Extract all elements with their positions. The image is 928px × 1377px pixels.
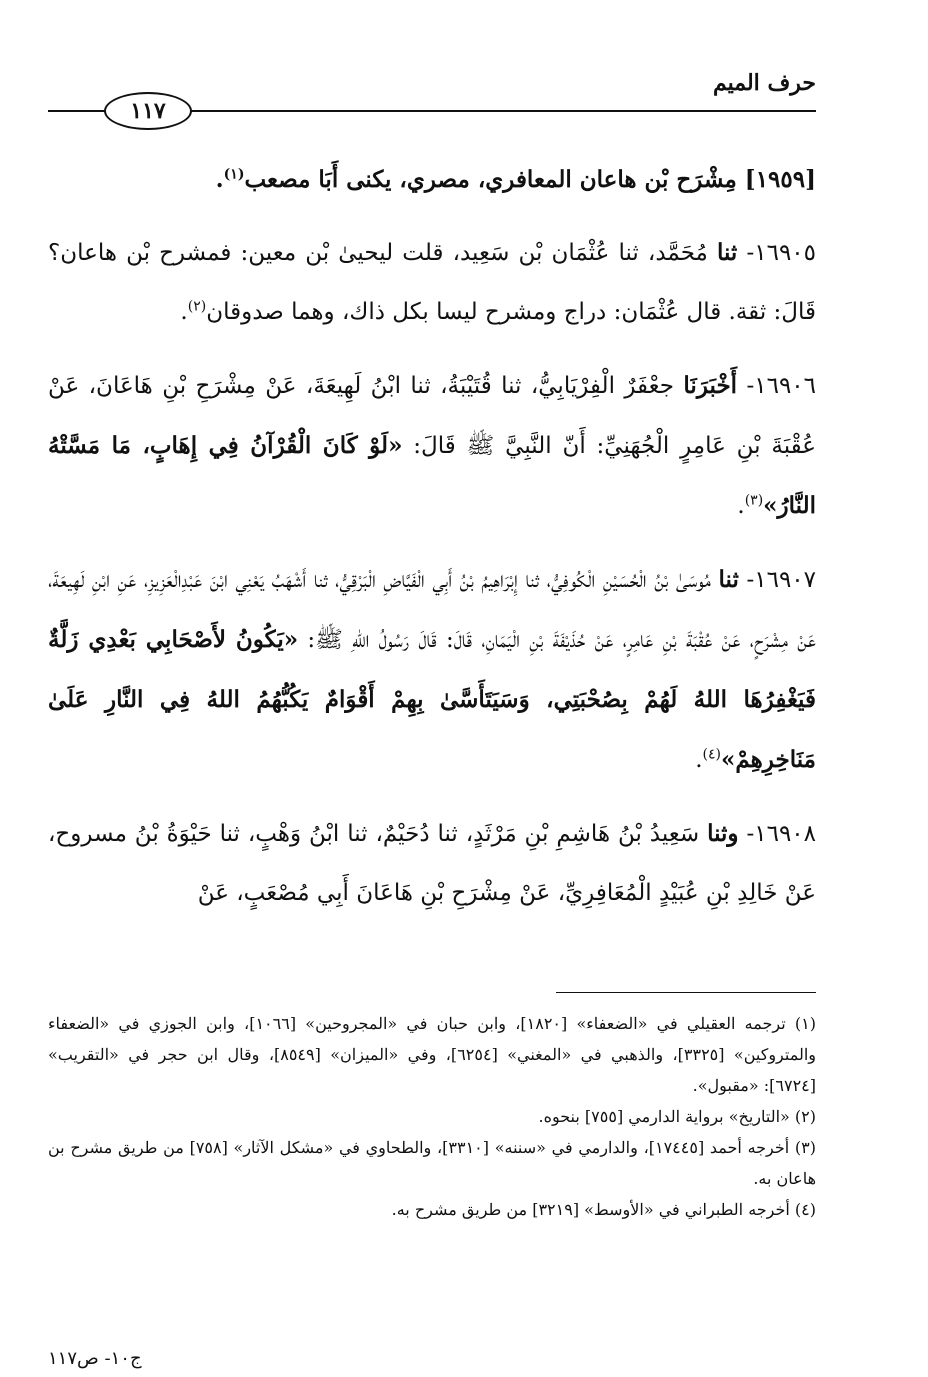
hadith-number: ١٦٩٠٧- [746, 567, 817, 593]
footnotes [48, 1008, 816, 1225]
hadith-number: ١٦٩٠٥- [746, 240, 817, 266]
main-text [48, 150, 816, 937]
footnote-rule [556, 992, 816, 993]
hadith-text: مُوسَىٰ بْنُ الْحُسَيْنِ الْكُوفِيُّ، ثنا إِبْرَاهِيمُ بْنُ أَبِي الْفَيَّاضِ الْبَرْقِيُّ، ثنا أَشْهَبُ يَعْنِي ابْنَ عَبْدِالْعَزِيزِ، عَنِ ابْنِ لَهِيعَةَ، عَنْ مِشْرَحٍ، عَنْ عُقْبَةَ بْنِ عَامِرٍ، عَنْ حُذَيْفَةَ بْنِ الْيَمَانِ، قَالَ: قَالَ رَسُولُ اللهِ ﷺ: [48, 567, 816, 653]
hadith-keyword: ثنا [716, 239, 738, 266]
hadith-number: ١٦٩٠٨- [746, 821, 817, 847]
hadith-keyword: أَخْبَرَنَا [683, 372, 738, 399]
footnote-ref: (٤) [702, 746, 721, 763]
footnote: (٢) «التاريخ» برواية الدارمي [٧٥٥] بنحوه. [538, 1107, 816, 1126]
entry-heading-text: [١٩٥٩] مِشْرَح بْن هاعان المعافري، مصري، يكنى أَبَا مصعب [244, 166, 816, 193]
hadith-end: . [180, 299, 188, 325]
hadith-paragraph [48, 223, 816, 342]
footnote-ref: (٣) [744, 492, 764, 509]
hadith-keyword: ثنا [718, 566, 739, 593]
hadith-end: . [737, 493, 745, 519]
hadith-paragraph [48, 550, 816, 790]
footnote: (١) ترجمه العقيلي في «الضعفاء» [١٨٢٠]، وابن حبان في «المجروحين» [١٠٦٦]، وابن الجوزي في «الضعفاء والمتروكين» [٣٣٢٥]، والذهبي في «المغني» [٦٢٥٤]، وفي «الميزان» [٨٥٤٩]، وقال ابن حجر في «التقريب» [٦٧٢٤]: «مقبول». [48, 1014, 817, 1095]
hadith-keyword: وثنا [707, 820, 739, 847]
hadith-text: جعْفَرٌ الْفِرْيَابِيُّ، ثنا قُتَيْبَةُ، ثنا ابْنُ لَهِيعَةَ، عَنْ مِشْرَحِ بْنِ هَاعَانَ، عَنْ عُقْبَةَ بْنِ عَامِرٍ الْجُهَنِيِّ: أَنّ النَّبِيَّ ﷺ قَالَ: [48, 373, 817, 459]
running-title: حرف الميم [712, 70, 816, 96]
hadith-paragraph [48, 804, 816, 923]
footnote: (٤) أخرجه الطبراني في «الأوسط» [٣٢١٩] من طريق مشرح به. [391, 1200, 816, 1219]
hadith-paragraph [48, 356, 816, 536]
hadith-quote: «يَكُونُ لأَصْحَابِي بَعْدِي زَلَّةٌ فَيَغْفِرُهَا اللهُ لَهُمْ بِصُحْبَتِي، وَسَيَتَأَسَّىٰ بِهِمْ أَقْوَامٌ يَكُبُّهُمُ اللهُ فِي النَّارِ عَلَىٰ مَنَاخِرِهِمْ» [48, 626, 816, 773]
footnote-ref: (١) [223, 166, 245, 183]
footnote: (٣) أخرجه أحمد [١٧٤٤٥]، والدارمي في «سننه» [٣٣١٠]، والطحاوي في «مشكل الآثار» [٧٥٨] من طريق مشرح بن هاعان به. [48, 1138, 817, 1188]
hadith-number: ١٦٩٠٦- [746, 373, 817, 399]
volume-page-code: ج١٠- ص١١٧ [48, 1348, 142, 1369]
hadith-end: . [695, 747, 703, 773]
hadith-quote: «لَوْ كَانَ الْقُرْآنُ فِي إِهَابٍ، مَا مَسَّتْهُ النَّارُ» [48, 432, 816, 519]
hadith-text: سَعِيدُ بْنُ هَاشِمِ بْنِ مَرْثَدٍ، ثنا دُحَيْمٌ، ثنا ابْنُ وَهْبٍ، ثنا حَيْوَةُ بْنُ مسروح، عَنْ خَالِدِ بْنِ عُبَيْدٍ الْمُعَافِرِيِّ، عَنْ مِشْرَحِ بْنِ هَاعَانَ أَبِي مُصْعَبٍ، عَنْ [48, 821, 816, 906]
footnote-ref: (٢) [187, 298, 207, 315]
entry-heading [48, 150, 816, 209]
hadith-text: مُحَمَّد، ثنا عُثْمَان بْن سَعِيد، قلت ليحيىٰ بْن معين: فمشرح بْن هاعان؟ قَالَ: ثقة. قال عُثْمَان: دراج ومشرح ليسا بكل ذاك، وهما صدوقان [48, 240, 816, 325]
page-number: ١١٧ [104, 92, 192, 130]
entry-heading-end: . [215, 166, 224, 193]
